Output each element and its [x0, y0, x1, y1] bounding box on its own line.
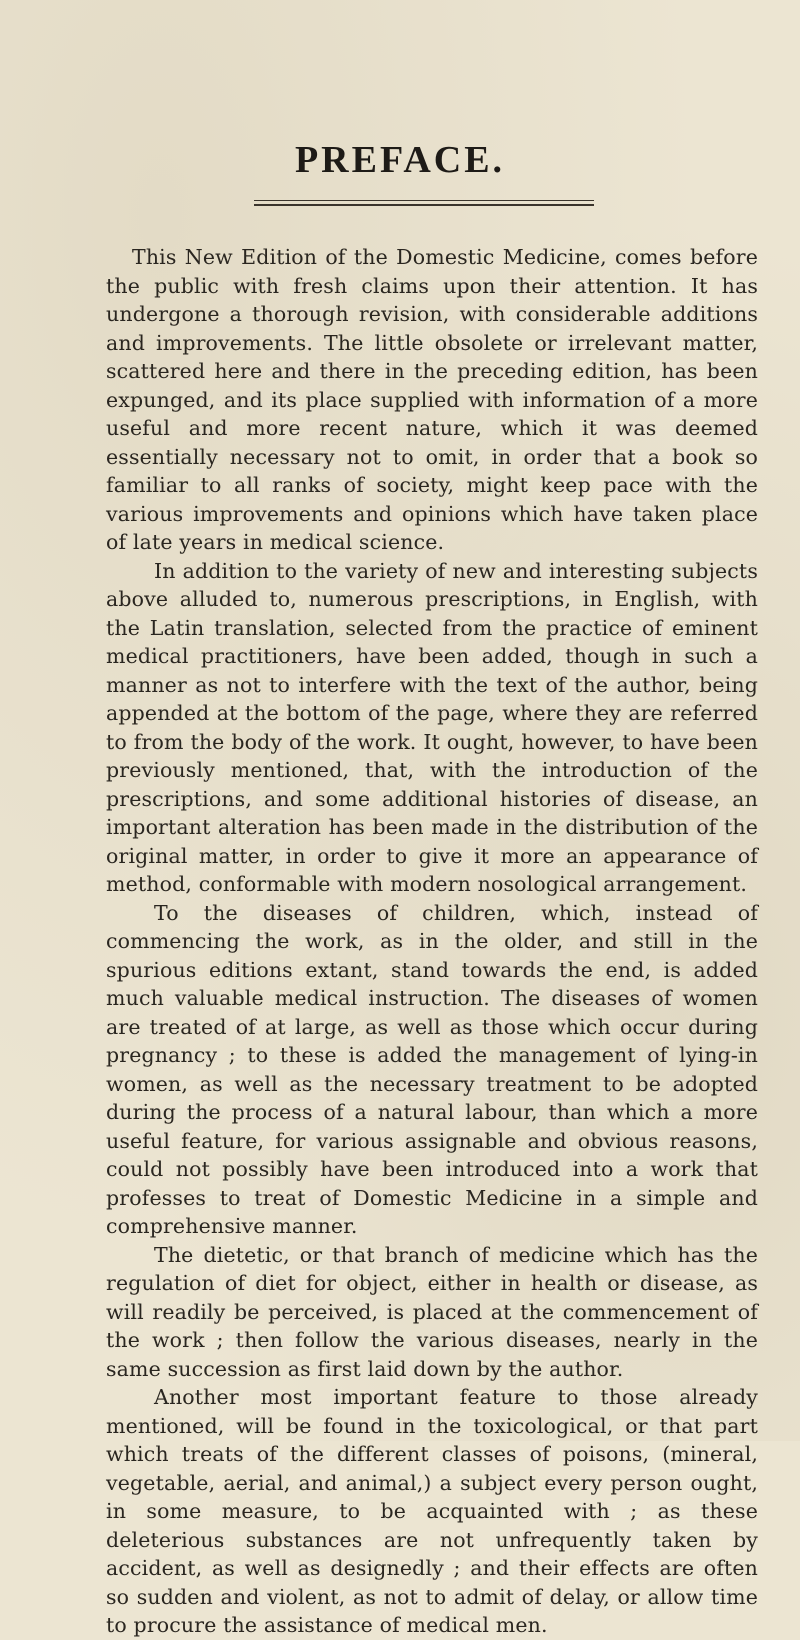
paragraph-4: The dietetic, or that branch of medicine which has the regulation of diet for object, either in health or disease, as will readily be perceived, is placed at the commencement of the work ; then follow the various diseases, nearly in the same succession as first laid down by the author.	[106, 1242, 758, 1381]
paragraph-3: To the diseases of children, which, instead of commencing the work, as in the older, and still in the spurious editions extant, stand towards the end, is added much valuable medical instruction. The diseases of women are treated of at large, as well as those which occur during pregnancy ; to these is added the management of lying-in women, as well as the necessary treatment to be adopted during the process of a natural labour, than which a more useful feature, for various assignable and obvious reasons, could not possibly have been introduced into a work that professes to treat of Domestic Medicine in a simple and comprehensive manner.	[106, 900, 758, 1238]
title-rule-thick	[254, 204, 594, 206]
paragraph-5: Another most important feature to those already mentioned, will be found in the toxicological, or that part which treats of the different classes of poisons, (mineral, vegetable, aerial, and animal,) a subject every person ought, in some measure, to be acquainted with ; as these deleterious substances are not unfrequently taken by accident, as well as designedly ; and their effects are often so sudden and violent, as not to admit of delay, or allow time to procure the assistance of medical men.	[106, 1385, 758, 1637]
preface-body	[106, 243, 758, 1640]
paragraph-2: In addition to the variety of new and interesting subjects above alluded to, numerous prescriptions, in English, with the Latin translation, selected from the practice of eminent medical practitioners, have been added, though in such a manner as not to interfere with the text of the author, being appended at the bottom of the page, where they are referred to from the body of the work. It ought, however, to have been previously mentioned, that, with the introduction of the prescriptions, and some additional histories of disease, an important alteration has been made in the distribution of the original matter, in order to give it more an appearance of method, conformable with modern nosological arrangement.	[106, 558, 758, 896]
title-rule-thin	[254, 200, 594, 201]
page-title: PREFACE.	[294, 139, 506, 181]
paragraph-1: This New Edition of the Domestic Medicine, comes before the public with fresh claims upon their attention. It has undergone a thorough revision, with considerable additions and improvements. The little obsolete or irrelevant matter, scattered here and there in the preceding edition, has been expunged, and its place supplied with information of a more useful and more recent nature, which it was deemed essentially necessary not to omit, in order that a book so familiar to all ranks of society, might keep pace with the various improvements and opinions which have taken place of late years in medical science.	[106, 245, 758, 554]
